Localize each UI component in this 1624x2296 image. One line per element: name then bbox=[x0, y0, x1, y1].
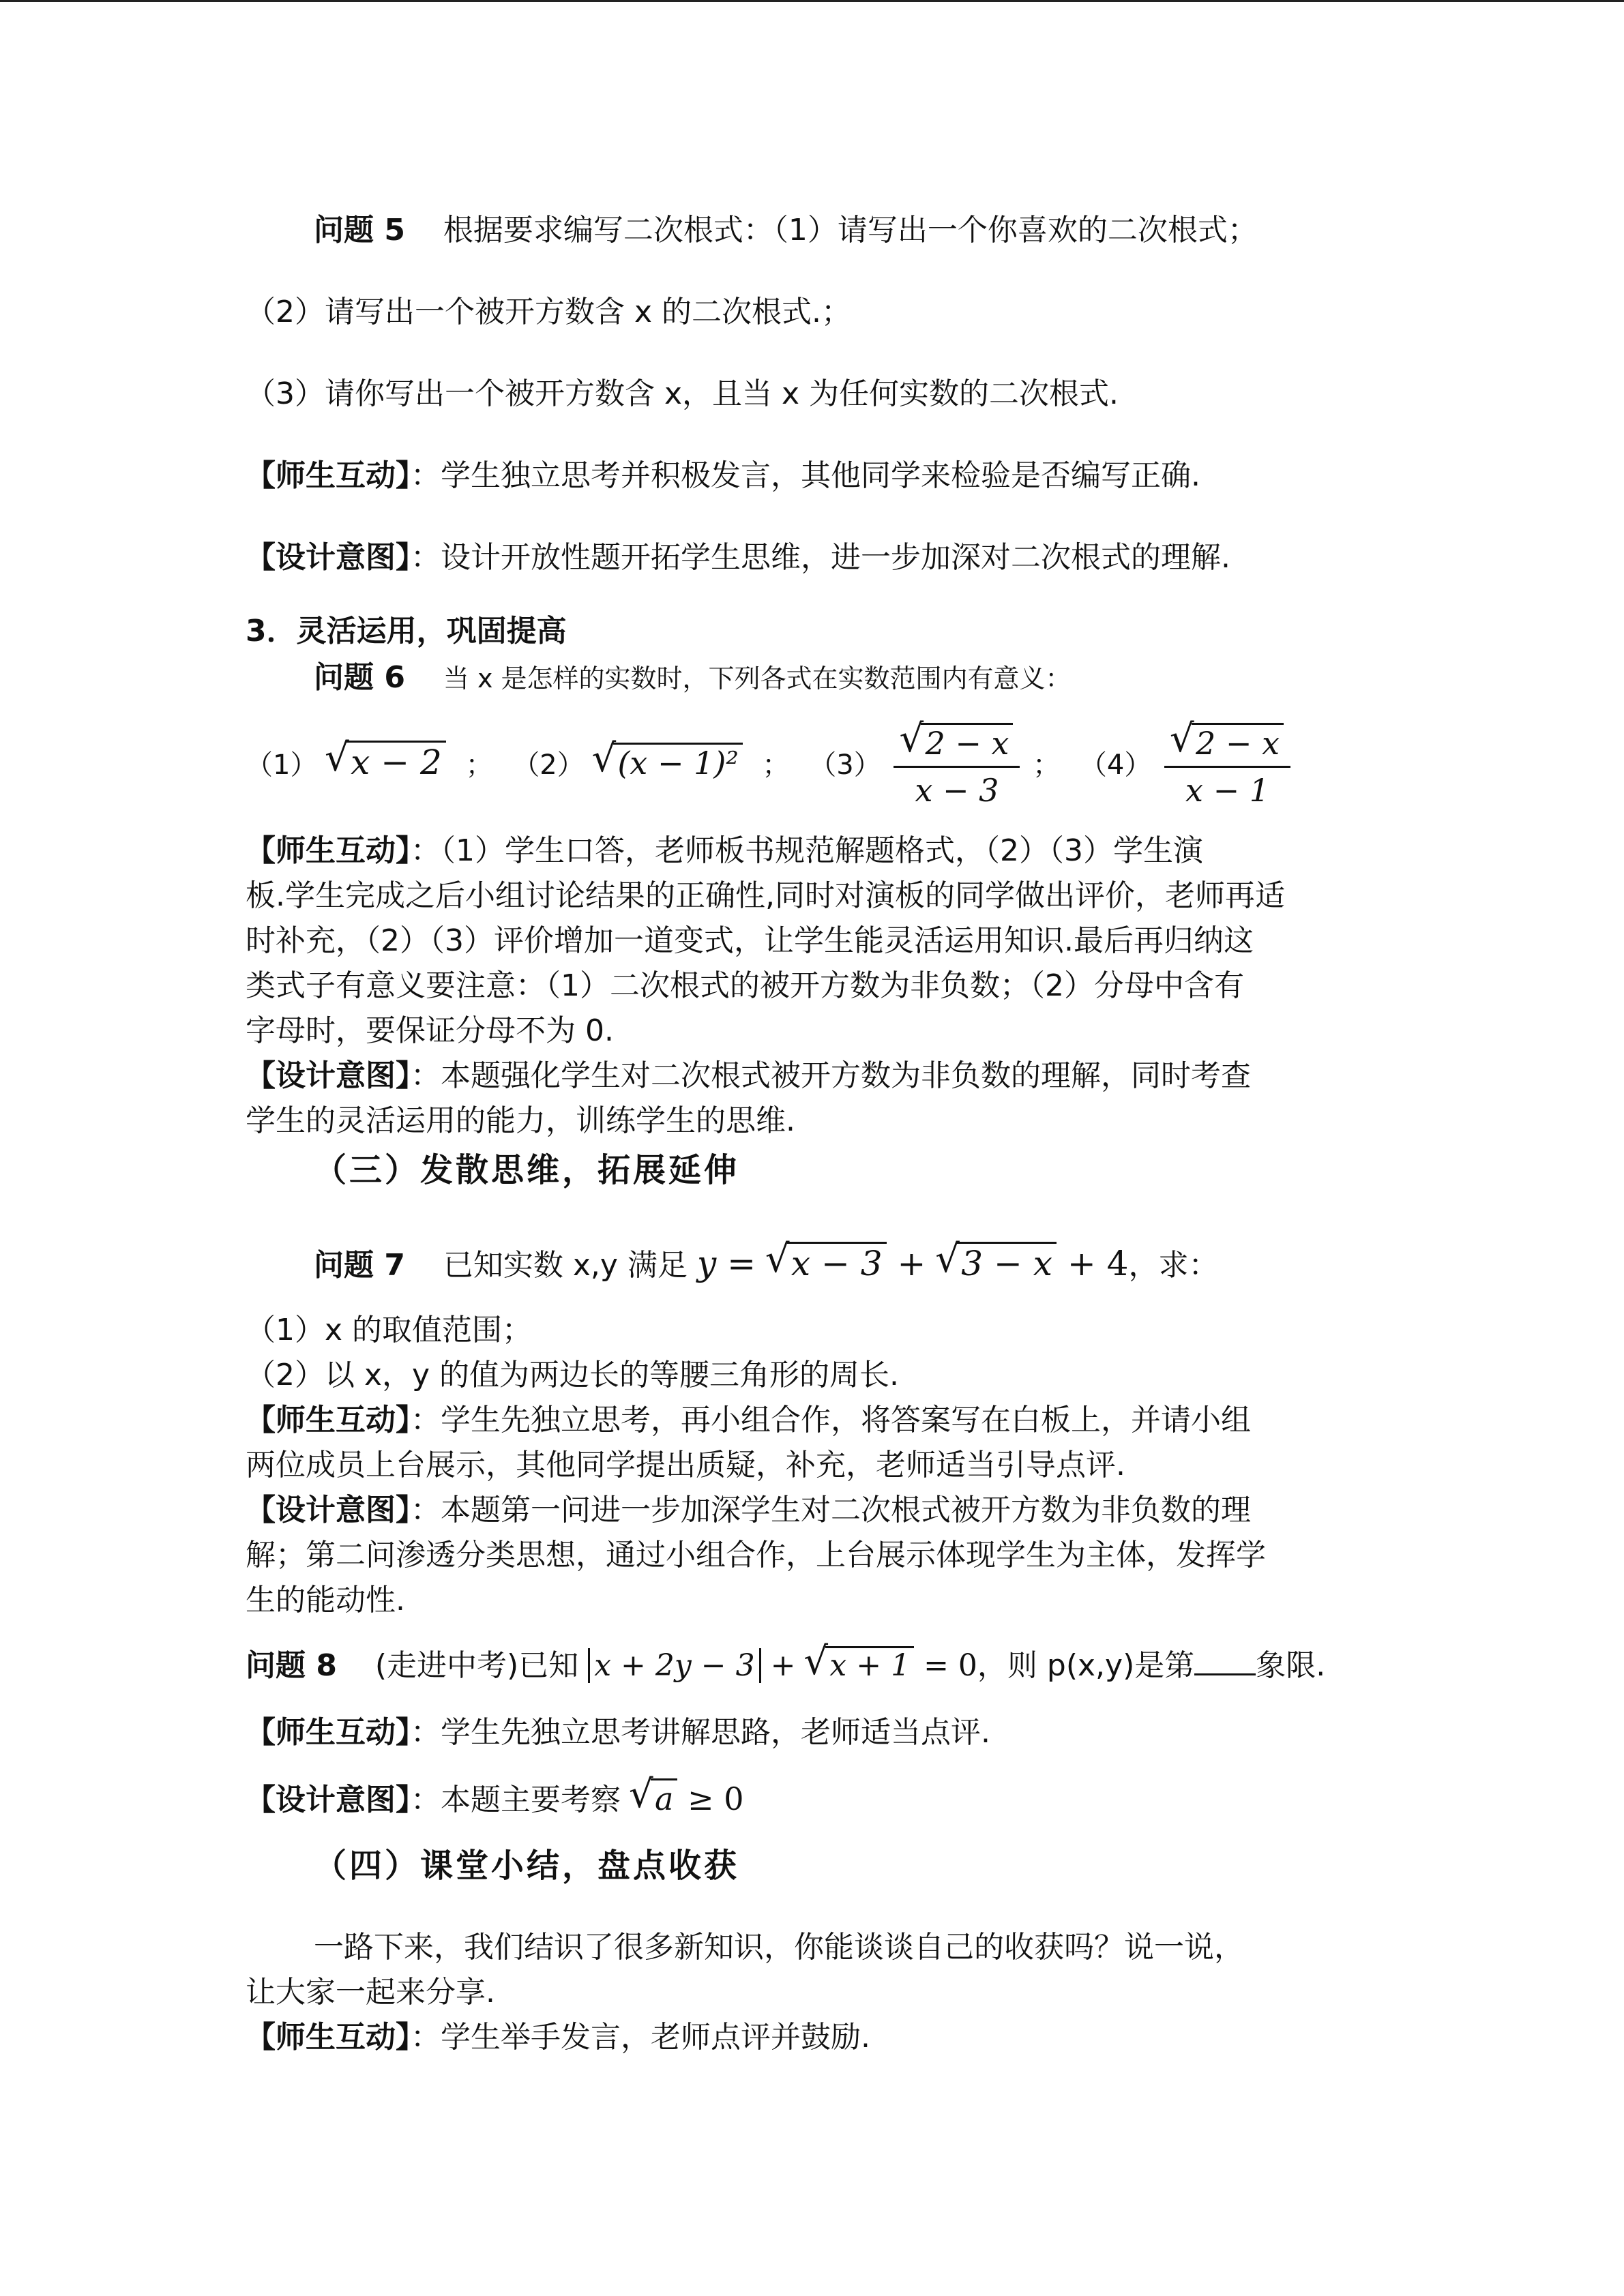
q6-item3-label: （3） bbox=[809, 749, 881, 781]
q6-item1-root bbox=[326, 718, 446, 807]
q7-intent-line-1 bbox=[246, 1488, 1385, 1533]
q7-eq-root1: x − 3 bbox=[787, 1242, 887, 1283]
q6-interaction-line-1 bbox=[246, 829, 1385, 874]
q8-intent-formula bbox=[630, 1780, 744, 1817]
q6-item3-den: x − 3 bbox=[915, 771, 999, 809]
q6-interaction-line-4: 类式子有意义要注意：（1）二次根式的被开方数为非负数；（2）分母中含有 bbox=[246, 968, 1244, 1003]
intent-label: 【设计意图】 bbox=[246, 1783, 411, 1817]
q8-text-mid: ，则 p(x,y)是第 bbox=[977, 1648, 1195, 1683]
section-three-title: （三）发散思维，拓展延伸 bbox=[314, 1151, 740, 1189]
q7-eq-y: y = bbox=[696, 1244, 767, 1283]
q6-intent-line-1 bbox=[246, 1054, 1385, 1099]
q8-plus: + bbox=[761, 1648, 806, 1683]
q8-intent-root: a bbox=[651, 1778, 677, 1817]
intent-label: 【设计意图】 bbox=[246, 1058, 411, 1093]
section-3-title: 3．灵活运用，巩固提高 bbox=[246, 614, 567, 648]
q8-answer-blank[interactable] bbox=[1194, 1646, 1256, 1675]
summary-interaction bbox=[246, 2015, 1385, 2060]
q7-eq-root2: 3 − x bbox=[957, 1242, 1057, 1283]
q8-text-after: 象限. bbox=[1256, 1648, 1326, 1683]
interaction-text: ：学生先独立思考，再小组合作，将答案写在白板上，并请小组 bbox=[411, 1403, 1251, 1437]
q7-interaction-line-2: 两位成员上台展示，其他同学提出质疑，补充，老师适当引导点评. bbox=[246, 1448, 1125, 1482]
interaction-label: 【师生互动】 bbox=[246, 1403, 411, 1437]
q6-sep2: ； bbox=[762, 749, 790, 781]
q7-eq-plus: + bbox=[886, 1244, 937, 1283]
q8-equation bbox=[588, 1648, 977, 1683]
q7-eq-tail: + 4 bbox=[1056, 1244, 1129, 1283]
q8-line bbox=[246, 1642, 1385, 1690]
q6-item3-num: 2 − x bbox=[921, 723, 1013, 762]
q5-line bbox=[314, 208, 1453, 253]
q6-sep3: ； bbox=[1033, 749, 1061, 781]
q6-item2-expr: (x − 1)² bbox=[613, 743, 742, 781]
q6-intent-line-2: 学生的灵活运用的能力，训练学生的思维. bbox=[246, 1103, 795, 1138]
section-four-title: （四）课堂小结，盘点收获 bbox=[314, 1847, 740, 1885]
q6-interaction-line-2: 板.学生完成之后小组讨论结果的正确性,同时对演板的同学做出评价，老师再适 bbox=[246, 878, 1285, 913]
q7-text-after: ，求： bbox=[1128, 1248, 1219, 1283]
q5-part2: （2）请写出一个被开方数含 x 的二次根式.； bbox=[246, 295, 851, 329]
q6-expressions bbox=[246, 718, 1385, 807]
q7-intent-line-3: 生的能动性. bbox=[246, 1583, 405, 1617]
q8-eq-zero: = 0 bbox=[914, 1648, 977, 1683]
interaction-label: 【师生互动】 bbox=[246, 1715, 411, 1750]
interaction-text: ：学生先独立思考讲解思路，老师适当点评. bbox=[411, 1715, 990, 1750]
q6-item4-label: （4） bbox=[1079, 749, 1152, 781]
q8-root-expr: x + 1 bbox=[825, 1646, 914, 1683]
interaction-text: ：（1）学生口答，老师板书规范解题格式，（2）（3）学生演 bbox=[411, 833, 1203, 868]
q6-sep1: ； bbox=[465, 749, 493, 781]
intent-label: 【设计意图】 bbox=[246, 1493, 411, 1527]
q6-item4-den: x − 1 bbox=[1185, 771, 1270, 809]
q7-part1: （1）x 的取值范围； bbox=[246, 1313, 533, 1347]
q6-line bbox=[314, 655, 1453, 701]
q8-intent-tail: ≥ 0 bbox=[677, 1780, 744, 1817]
q5-label: 问题 5 bbox=[314, 213, 405, 248]
q7-line bbox=[314, 1236, 1453, 1291]
q7-equation bbox=[697, 1244, 1129, 1283]
q6-item2-label: （2） bbox=[512, 749, 585, 781]
interaction-label: 【师生互动】 bbox=[246, 458, 411, 493]
q5-interaction bbox=[246, 453, 1385, 498]
q6-interaction-line-5: 字母时，要保证分母不为 0. bbox=[246, 1013, 614, 1048]
q6-text: 当 x 是怎样的实数时，下列各式在实数范围内有意义： bbox=[443, 664, 1072, 694]
summary-line-1: 一路下来，我们结识了很多新知识，你能谈谈自己的收获吗？说一说， bbox=[314, 1930, 1244, 1965]
q8-text-before: (走进中考)已知 bbox=[374, 1648, 579, 1683]
q7-intent-line-2: 解；第二问渗透分类思想，通过小组合作，上台展示体现学生为主体，发挥学 bbox=[246, 1538, 1266, 1572]
summary-line-2: 让大家一起来分享. bbox=[246, 1975, 495, 2010]
intent-text: ：设计开放性题开拓学生思维，进一步加深对二次根式的理解. bbox=[411, 540, 1230, 575]
q7-text-before: 已知实数 x,y 满足 bbox=[443, 1248, 688, 1283]
q5-part3: （3）请你写出一个被开方数含 x，且当 x 为任何实数的二次根式. bbox=[246, 376, 1119, 411]
intent-text: ：本题强化学生对二次根式被开方数为非负数的理解，同时考查 bbox=[411, 1058, 1251, 1093]
q6-item1-label: （1） bbox=[246, 749, 318, 781]
q7-part2: （2）以 x，y 的值为两边长的等腰三角形的周长. bbox=[246, 1358, 900, 1392]
q6-item3-fraction bbox=[894, 724, 1020, 810]
q6-item4-fraction bbox=[1164, 724, 1290, 810]
q5-text: 根据要求编写二次根式：（1）请写出一个你喜欢的二次根式； bbox=[443, 213, 1258, 248]
q8-intent bbox=[246, 1775, 1385, 1823]
interaction-label: 【师生互动】 bbox=[246, 833, 411, 868]
q6-item2-root bbox=[593, 719, 742, 807]
q6-item1-expr: x − 2 bbox=[346, 741, 446, 782]
q7-label: 问题 7 bbox=[314, 1248, 405, 1283]
intent-text: ：本题主要考察 bbox=[411, 1783, 621, 1817]
intent-text: ：本题第一问进一步加深学生对二次根式被开方数为非负数的理 bbox=[411, 1493, 1251, 1527]
q8-abs-expr: x + 2y − 3 bbox=[588, 1648, 761, 1683]
intent-label: 【设计意图】 bbox=[246, 540, 411, 575]
interaction-text: ：学生独立思考并积极发言，其他同学来检验是否编写正确. bbox=[411, 458, 1200, 493]
interaction-label: 【师生互动】 bbox=[246, 2020, 411, 2055]
q5-intent bbox=[246, 535, 1385, 580]
q6-label: 问题 6 bbox=[314, 660, 405, 695]
q6-item4-num: 2 − x bbox=[1192, 723, 1284, 762]
q6-interaction-line-3: 时补充，（2）（3）评价增加一道变式，让学生能灵活运用知识.最后再归纳这 bbox=[246, 923, 1254, 958]
q7-interaction-line-1 bbox=[246, 1398, 1385, 1443]
q8-interaction bbox=[246, 1710, 1385, 1755]
q8-label: 问题 8 bbox=[246, 1648, 337, 1683]
interaction-text: ：学生举手发言，老师点评并鼓励. bbox=[411, 2020, 870, 2055]
